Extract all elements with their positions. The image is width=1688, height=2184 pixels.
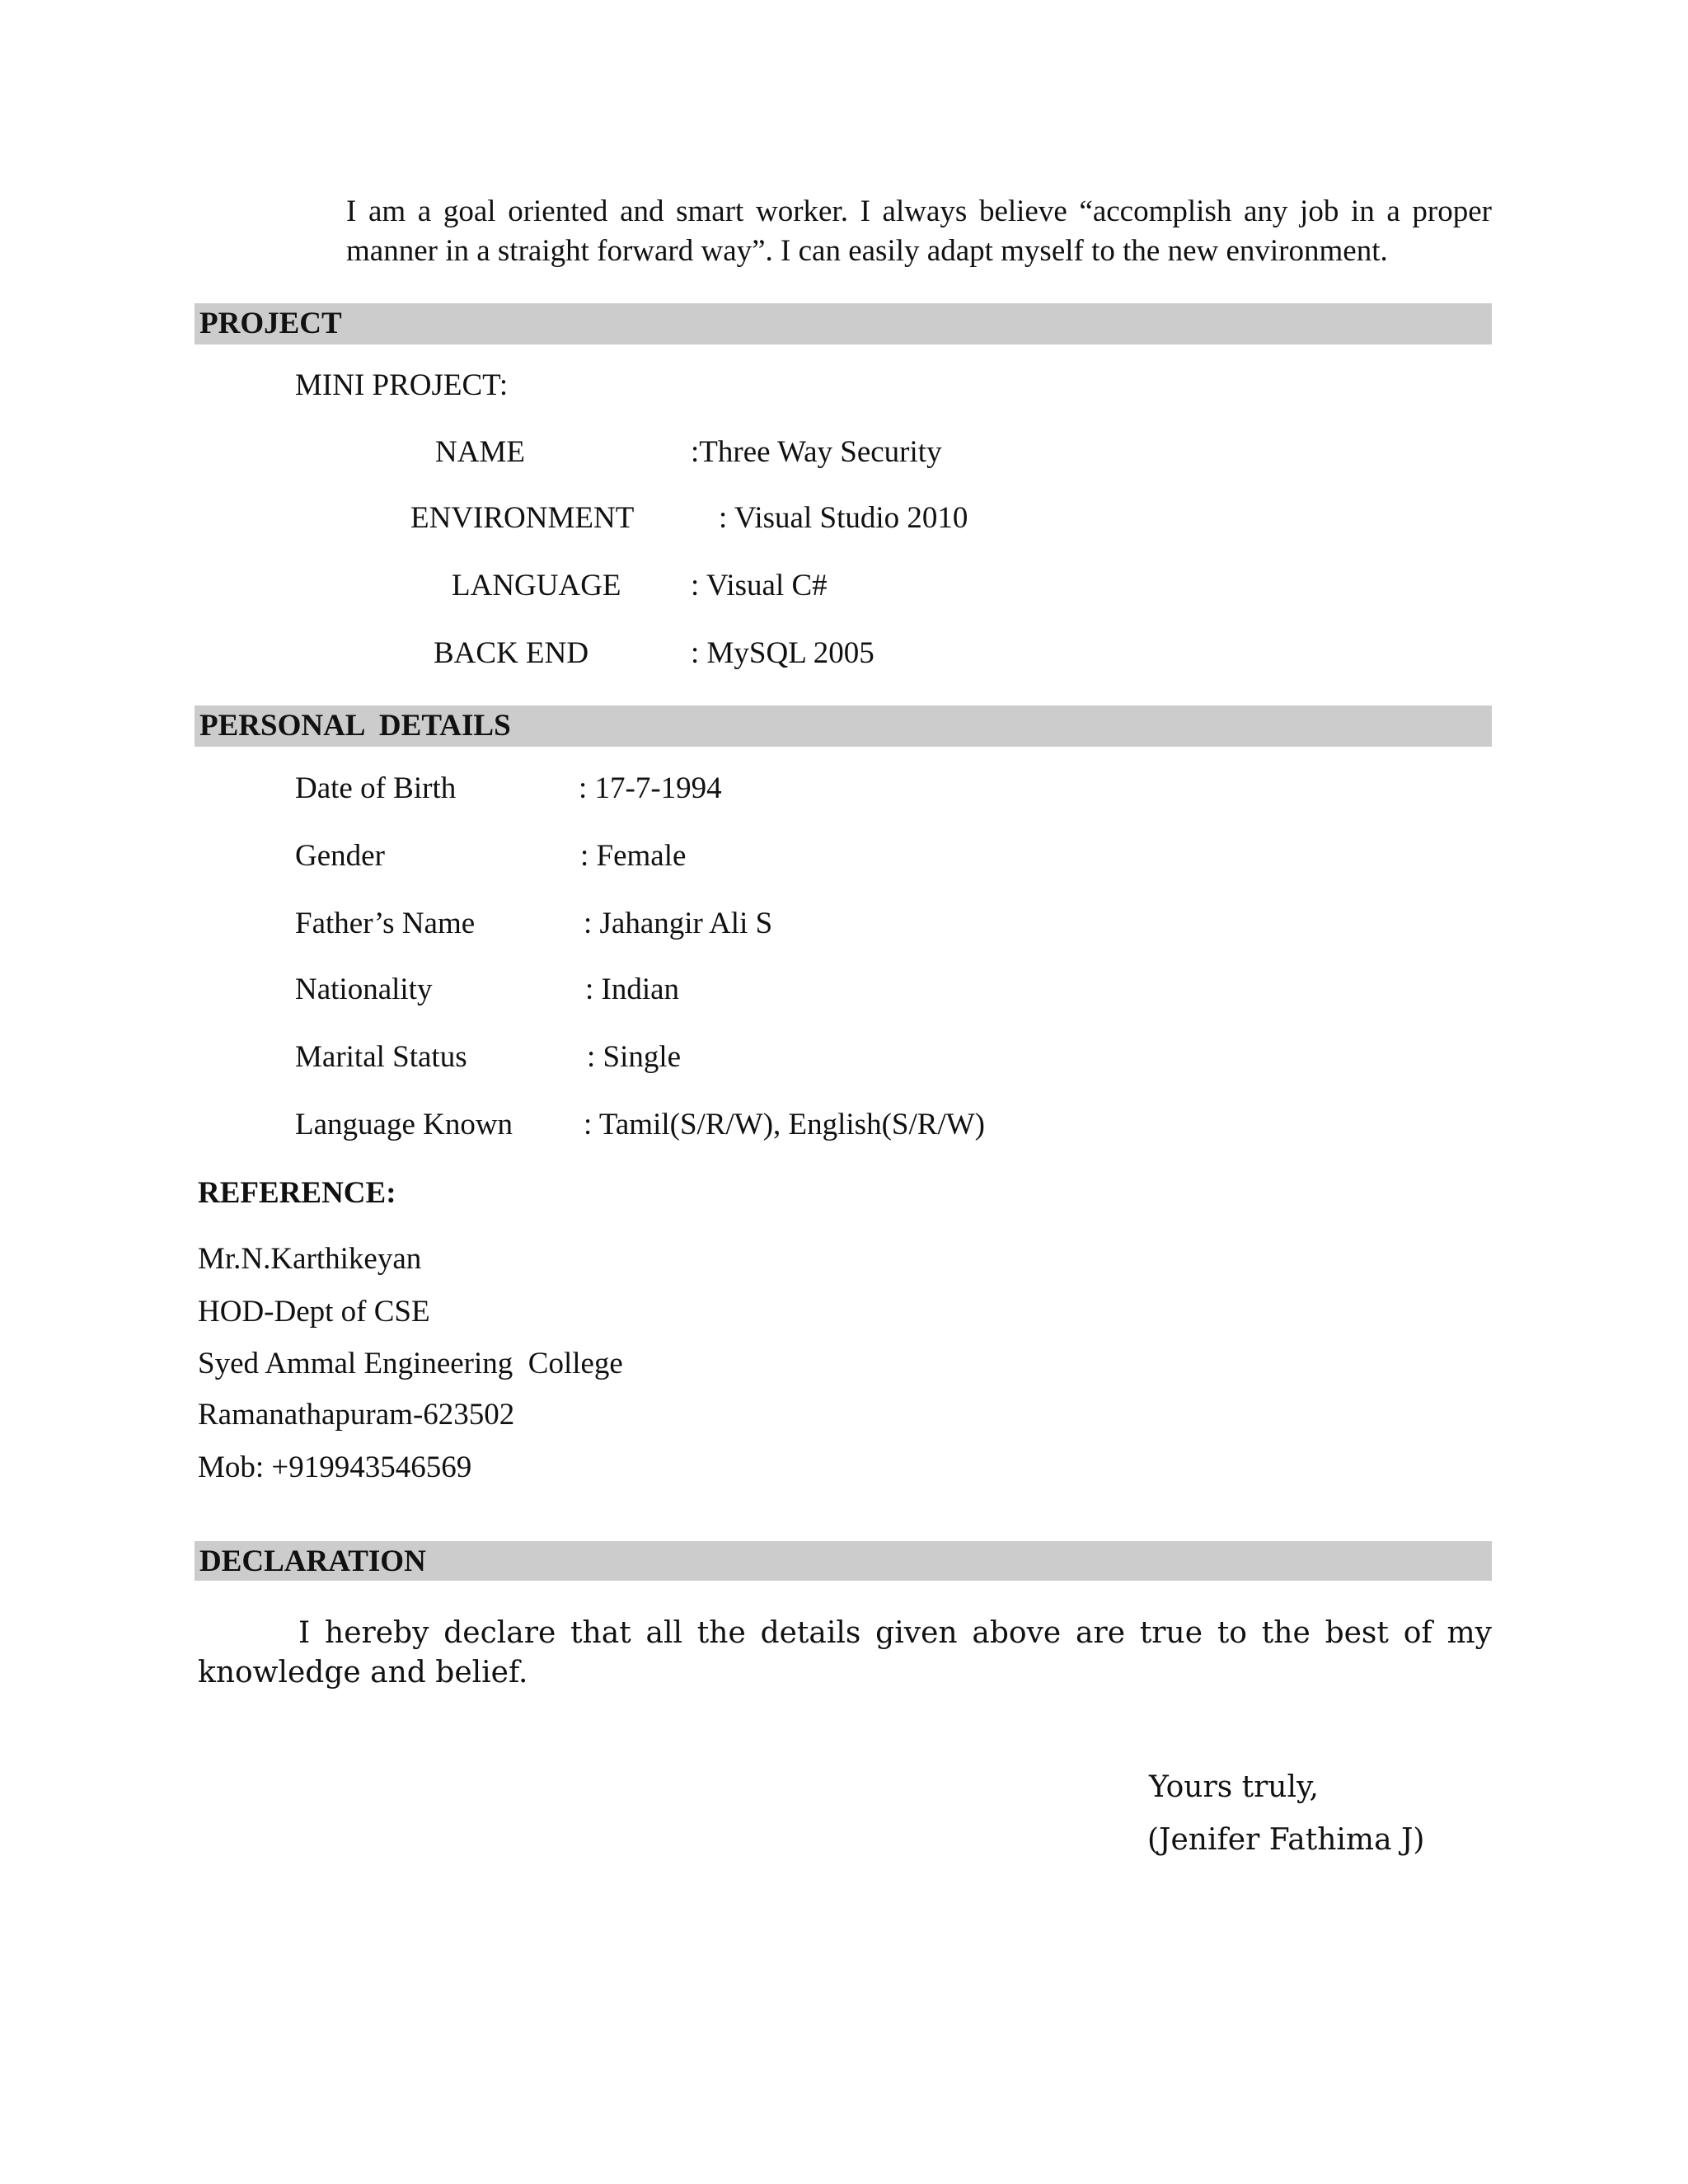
reference-designation: HOD-Dept of CSE: [198, 1295, 430, 1329]
dob-label: Date of Birth: [295, 771, 457, 805]
closing-text: Yours truly,: [1149, 1770, 1319, 1804]
declaration-text: I hereby declare that all the details given above are true to the best of my knowledge and belief.: [198, 1616, 1492, 1690]
gender-value: : Female: [580, 839, 687, 873]
reference-college: Syed Ammal Engineering College: [198, 1347, 623, 1380]
nationality-value: : Indian: [585, 972, 680, 1006]
dob-value: : 17-7-1994: [579, 771, 722, 805]
declaration-section-header: [195, 1541, 1492, 1581]
project-backend-label: BACK END: [434, 636, 589, 670]
reference-city: Ramanathapuram-623502: [198, 1398, 515, 1432]
personal-details-heading: PERSONAL DETAILS: [199, 709, 511, 743]
reference-mobile: Mob: +919943546569: [198, 1451, 472, 1484]
project-language-label: LANGUAGE: [452, 569, 621, 602]
objective-paragraph: I am a goal oriented and smart worker. I always believe “accomplish any job in a proper manner in a straight forward way”. I can easily adapt myself to the new environment.: [346, 194, 1492, 268]
fathers-name-value: : Jahangir Ali S: [584, 907, 773, 940]
language-known-value: : Tamil(S/R/W), English(S/R/W): [584, 1108, 985, 1141]
project-section-header: [195, 303, 1492, 344]
project-language-value: : Visual C#: [691, 569, 828, 602]
signature-name: (Jenifer Fathima J): [1147, 1823, 1425, 1857]
project-environment-value: : Visual Studio 2010: [719, 501, 968, 535]
marital-status-label: Marital Status: [295, 1040, 467, 1074]
project-backend-value: : MySQL 2005: [691, 636, 874, 670]
language-known-label: Language Known: [295, 1108, 513, 1141]
fathers-name-label: Father’s Name: [295, 907, 476, 940]
project-environment-label: ENVIRONMENT: [410, 501, 635, 535]
marital-status-value: : Single: [587, 1040, 682, 1074]
mini-project-label: MINI PROJECT:: [295, 368, 509, 402]
project-heading: PROJECT: [199, 307, 342, 340]
declaration-heading: DECLARATION: [199, 1544, 426, 1578]
reference-heading: REFERENCE:: [198, 1176, 396, 1210]
personal-details-section-header: [195, 705, 1492, 747]
project-name-label: NAME: [435, 435, 525, 469]
gender-label: Gender: [295, 839, 385, 873]
reference-name: Mr.N.Karthikeyan: [198, 1242, 422, 1276]
project-name-value: :Three Way Security: [691, 435, 942, 469]
nationality-label: Nationality: [295, 972, 433, 1006]
